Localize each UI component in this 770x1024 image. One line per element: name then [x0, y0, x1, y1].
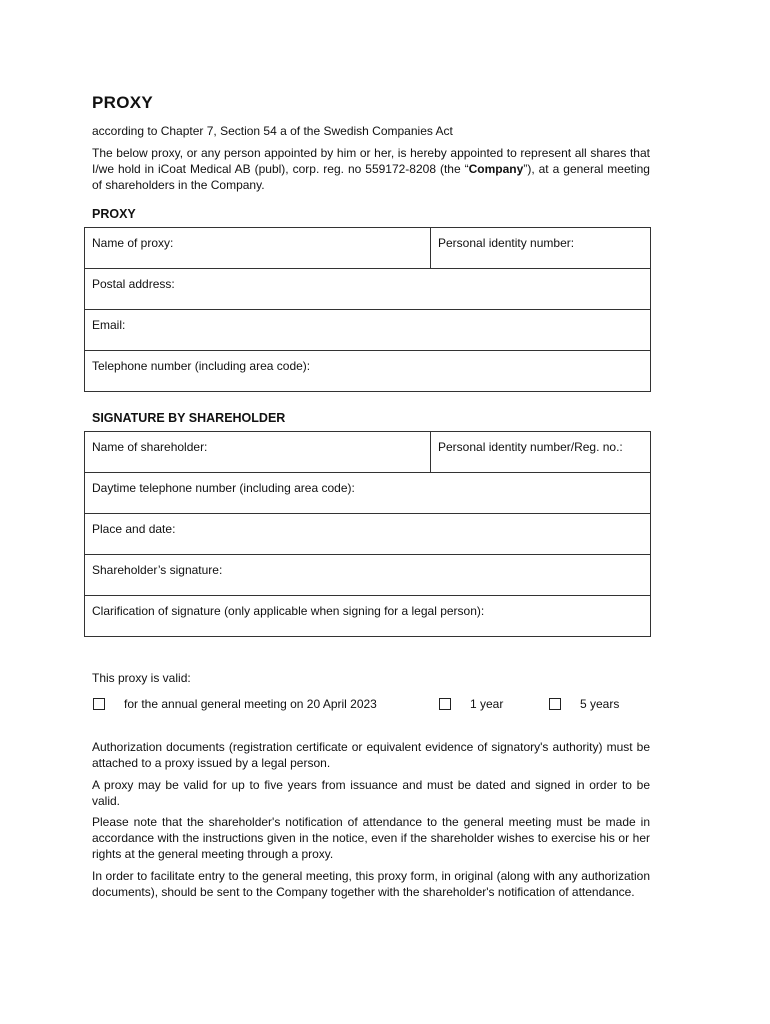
proxy-name-label: Name of proxy: [92, 236, 174, 250]
signature-field[interactable] [85, 555, 651, 596]
validity-option-1-year[interactable] [439, 697, 503, 711]
proxy-phone-field[interactable] [85, 351, 651, 392]
validity-option-5-years[interactable] [549, 697, 619, 711]
proxy-email-field[interactable] [85, 310, 651, 351]
page-subtitle: according to Chapter 7, Section 54 a of the Swedish Companies Act [92, 124, 453, 138]
shareholder-name-label: Name of shareholder: [92, 440, 208, 454]
shareholder-pin-field[interactable] [431, 432, 651, 473]
validity-label: This proxy is valid: [92, 671, 191, 685]
signature-label: Shareholder’s signature: [92, 563, 223, 577]
intro-text-start: The below proxy, or any person appointed by him or her, is hereby appointed to represent all shares that I/we hold in iCoat Medical AB (publ), corp. reg. no 559172-8208 (the “ [92, 146, 650, 176]
shareholder-phone-label: Daytime telephone number (including area code): [92, 481, 355, 495]
intro-text-end: ”), at a general meeting of shareholders in the Company. [92, 162, 650, 192]
clarification-label: Clarification of signature (only applicable when signing for a legal person): [92, 604, 485, 618]
proxy-pin-label: Personal identity number: [438, 236, 575, 250]
proxy-postal-label: Postal address: [92, 277, 175, 291]
five-years-option-label: 5 years [580, 697, 620, 711]
validity-option-agm[interactable] [93, 697, 377, 711]
note-validity-period: A proxy may be valid for up to five years from issuance and must be dated and signed in order to be valid. [92, 778, 650, 808]
page-title: PROXY [92, 93, 154, 112]
note-authorization: Authorization documents (registration certificate or equivalent evidence of signatory's authority) must be attached to a proxy issued by a legal person. [92, 740, 650, 770]
shareholder-pin-label: Personal identity number/Reg. no.: [438, 440, 623, 454]
note-submission: In order to facilitate entry to the general meeting, this proxy form, in original (along with any authorization documents), should be sent to the Company together with the shareholder's notification of attendance. [92, 869, 650, 899]
signature-form-table [84, 431, 651, 637]
shareholder-phone-field[interactable] [85, 473, 651, 514]
five-years-checkbox[interactable] [549, 698, 561, 710]
proxy-name-field[interactable] [85, 228, 431, 269]
agm-checkbox[interactable] [93, 698, 105, 710]
proxy-section-heading: PROXY [92, 207, 136, 221]
note-attendance: Please note that the shareholder's notification of attendance to the general meeting must be made in accordance with the instructions given in the notice, even if the shareholder wishes to exercise his or her rights at the general meeting through a proxy. [92, 815, 650, 861]
proxy-postal-field[interactable] [85, 269, 651, 310]
proxy-phone-label: Telephone number (including area code): [92, 359, 311, 373]
place-date-field[interactable] [85, 514, 651, 555]
proxy-email-label: Email: [92, 318, 126, 332]
proxy-form-table [84, 227, 651, 392]
one-year-option-label: 1 year [470, 697, 504, 711]
shareholder-name-field[interactable] [85, 432, 431, 473]
proxy-pin-field[interactable] [431, 228, 651, 269]
signature-section-heading: SIGNATURE BY SHAREHOLDER [92, 411, 286, 425]
agm-option-label: for the annual general meeting on 20 April 2023 [124, 697, 377, 711]
intro-company-term: Company [468, 162, 524, 176]
one-year-checkbox[interactable] [439, 698, 451, 710]
intro-paragraph [92, 145, 650, 193]
place-date-label: Place and date: [92, 522, 176, 536]
clarification-field[interactable] [85, 596, 651, 637]
